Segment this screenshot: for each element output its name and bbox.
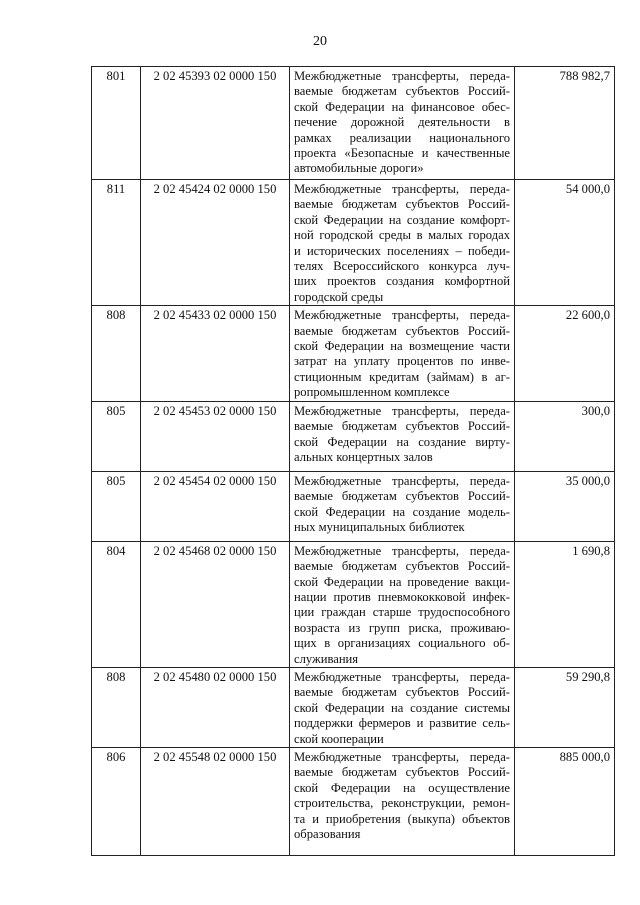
amount-cell: 35 000,0 xyxy=(515,471,615,541)
admin-code-cell: 808 xyxy=(92,667,141,747)
revenue-name-line: ской Федерации на осуществление xyxy=(294,780,510,795)
table-row xyxy=(92,541,615,667)
table-row xyxy=(92,306,615,401)
revenue-name-cell xyxy=(290,471,515,541)
revenue-name-cell xyxy=(290,747,515,855)
revenue-name-cell xyxy=(290,667,515,747)
admin-code-cell: 805 xyxy=(92,471,141,541)
table-body xyxy=(92,67,615,856)
amount-cell: 54 000,0 xyxy=(515,180,615,306)
revenue-name-line: поддержки фермеров и развитие сель- xyxy=(294,716,510,731)
revenue-name-line: ной городской среды в малых городах xyxy=(294,228,510,243)
revenue-name-line: ваемые бюджетам субъектов Россий- xyxy=(294,765,510,780)
admin-code-cell: 806 xyxy=(92,747,141,855)
budget-table xyxy=(91,66,615,856)
revenue-name-line: телях Всероссийского конкурса луч- xyxy=(294,259,510,274)
revenue-name-line: ской кооперации xyxy=(294,731,384,746)
revenue-name-line: ской Федерации на создание системы xyxy=(294,700,510,715)
revenue-name-line: Межбюджетные трансферты, переда- xyxy=(294,473,510,488)
revenue-name-line: затрат на уплату процентов по инве- xyxy=(294,354,510,369)
revenue-name-line: городской среды xyxy=(294,289,384,304)
revenue-name-line: ваемые бюджетам субъектов Россий- xyxy=(294,559,510,574)
amount-cell: 59 290,8 xyxy=(515,667,615,747)
budget-classification-code-cell: 2 02 45480 02 0000 150 xyxy=(141,667,290,747)
revenue-name-line: ции граждан старше трудоспособного xyxy=(294,605,510,620)
table-row xyxy=(92,471,615,541)
revenue-name-cell xyxy=(290,541,515,667)
revenue-name-line: ской Федерации на финансовое обес- xyxy=(294,99,510,114)
admin-code-cell: 801 xyxy=(92,67,141,180)
revenue-name-line: ской Федерации на создание модель- xyxy=(294,504,510,519)
revenue-name-line: ваемые бюджетам субъектов Россий- xyxy=(294,197,510,212)
revenue-name-line: Межбюджетные трансферты, переда- xyxy=(294,749,510,764)
amount-cell: 22 600,0 xyxy=(515,306,615,401)
budget-classification-code-cell: 2 02 45468 02 0000 150 xyxy=(141,541,290,667)
table-row xyxy=(92,180,615,306)
revenue-name-line: Межбюджетные трансферты, переда- xyxy=(294,669,510,684)
budget-classification-code-cell: 2 02 45453 02 0000 150 xyxy=(141,401,290,471)
revenue-name-line: рамках реализации национального xyxy=(294,130,510,145)
revenue-name-line: Межбюджетные трансферты, переда- xyxy=(294,543,510,558)
revenue-name-line: щих в организациях социального об- xyxy=(294,636,510,651)
revenue-name-line: ропромышленном комплексе xyxy=(294,385,450,400)
budget-classification-code-cell: 2 02 45393 02 0000 150 xyxy=(141,67,290,180)
revenue-name-line: ваемые бюджетам субъектов Россий- xyxy=(294,323,510,338)
revenue-name-line: печение дорожной деятельности в xyxy=(294,115,510,130)
revenue-name-line: Межбюджетные трансферты, переда- xyxy=(294,403,510,418)
revenue-name-line: ской Федерации на создание вирту- xyxy=(294,434,510,449)
table-row xyxy=(92,667,615,747)
revenue-name-line: ской Федерации на возмещение части xyxy=(294,339,510,354)
budget-classification-code-cell: 2 02 45548 02 0000 150 xyxy=(141,747,290,855)
revenue-name-line: возраста из групп риска, проживаю- xyxy=(294,620,510,635)
revenue-name-line: ных муниципальных библиотек xyxy=(294,519,465,534)
revenue-name-cell xyxy=(290,180,515,306)
revenue-name-line: проекта «Безопасные и качественные xyxy=(294,146,510,161)
page-number: 20 xyxy=(313,34,327,49)
revenue-name-line: служивания xyxy=(294,651,359,666)
table-row xyxy=(92,401,615,471)
admin-code-cell: 805 xyxy=(92,401,141,471)
revenue-name-line: стиционным кредитам (займам) в аг- xyxy=(294,369,510,384)
admin-code-cell: 808 xyxy=(92,306,141,401)
table-row xyxy=(92,747,615,855)
revenue-name-line: ской Федерации на создание комфорт- xyxy=(294,212,510,227)
amount-cell: 1 690,8 xyxy=(515,541,615,667)
revenue-name-line: нации против пневмококковой инфек- xyxy=(294,589,510,604)
budget-classification-code-cell: 2 02 45424 02 0000 150 xyxy=(141,180,290,306)
revenue-name-line: Межбюджетные трансферты, переда- xyxy=(294,308,510,323)
revenue-name-line: ваемые бюджетам субъектов Россий- xyxy=(294,489,510,504)
revenue-name-line: ших проектов создания комфортной xyxy=(294,274,510,289)
revenue-name-line: строительства, реконструкции, ремон- xyxy=(294,796,510,811)
revenue-name-line: та и приобретения (выкупа) объектов xyxy=(294,811,510,826)
table-row xyxy=(92,67,615,180)
revenue-name-line: альных концертных залов xyxy=(294,449,433,464)
admin-code-cell: 804 xyxy=(92,541,141,667)
amount-cell: 885 000,0 xyxy=(515,747,615,855)
revenue-name-line: автомобильные дороги» xyxy=(294,161,424,176)
revenue-name-line: Межбюджетные трансферты, переда- xyxy=(294,182,510,196)
admin-code-cell: 811 xyxy=(92,180,141,306)
budget-classification-code-cell: 2 02 45433 02 0000 150 xyxy=(141,306,290,401)
revenue-name-line: образования xyxy=(294,827,361,841)
revenue-name-cell xyxy=(290,67,515,180)
revenue-name-cell xyxy=(290,401,515,471)
revenue-name-line: Межбюджетные трансферты, переда- xyxy=(294,69,510,83)
revenue-name-line: ваемые бюджетам субъектов Россий- xyxy=(294,685,510,700)
revenue-name-line: ваемые бюджетам субъектов Россий- xyxy=(294,84,510,99)
amount-cell: 300,0 xyxy=(515,401,615,471)
amount-cell: 788 982,7 xyxy=(515,67,615,180)
revenue-name-line: ваемые бюджетам субъектов Россий- xyxy=(294,419,510,434)
revenue-name-line: ской Федерации на проведение вакци- xyxy=(294,574,510,589)
revenue-name-cell xyxy=(290,306,515,401)
budget-classification-code-cell: 2 02 45454 02 0000 150 xyxy=(141,471,290,541)
revenue-name-line: и исторических поселениях – победи- xyxy=(294,243,510,258)
